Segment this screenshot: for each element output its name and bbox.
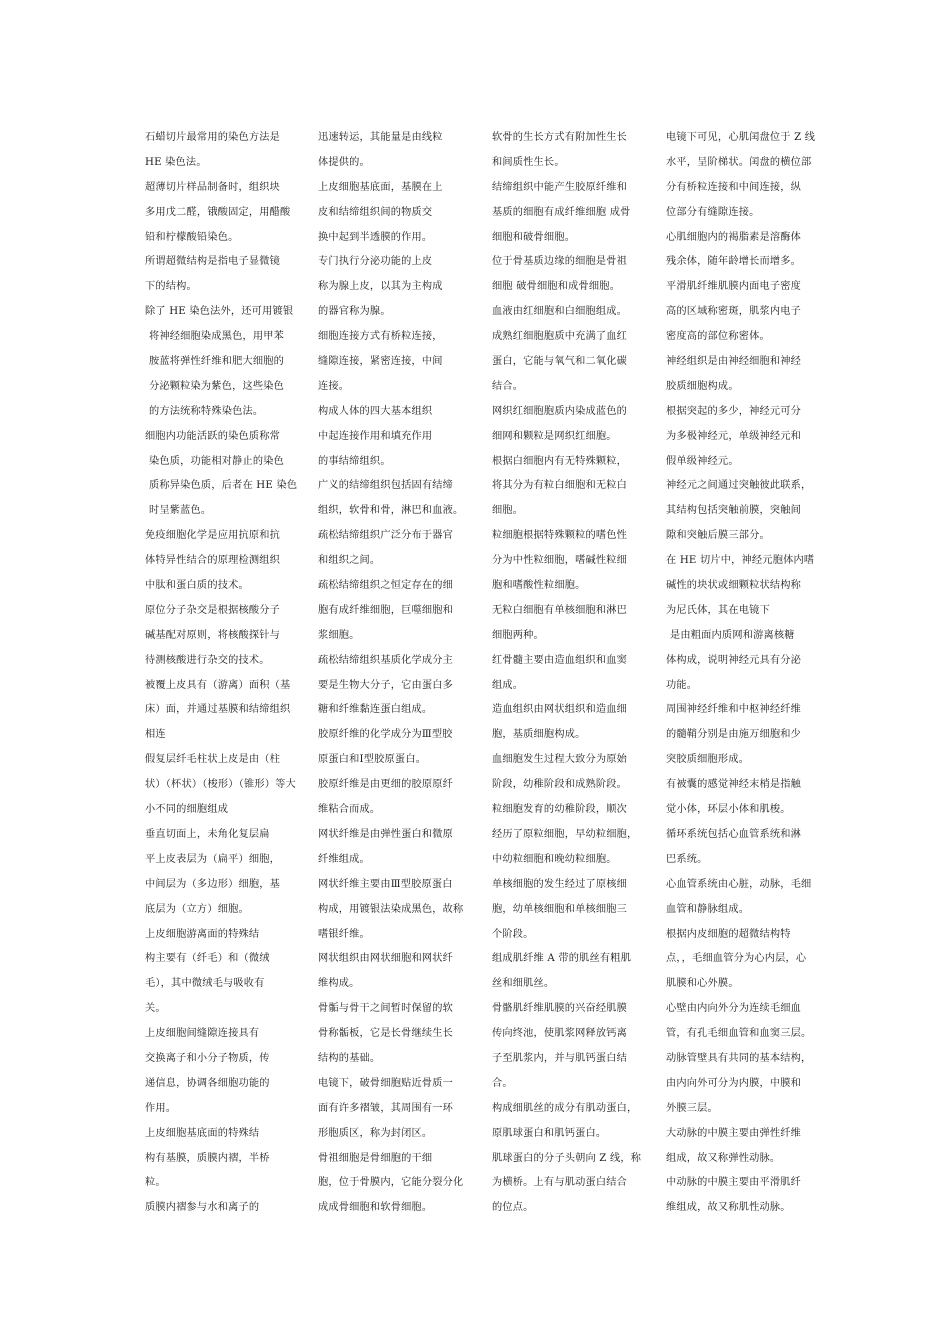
text-line: 神经组织是由神经细胞和神经 <box>666 356 802 368</box>
text-line: 关。 <box>145 1003 166 1015</box>
text-line: 胶质细胞构成。 <box>666 380 739 392</box>
text-line: 下的结构。 <box>145 281 197 293</box>
text-line: 构成人体的四大基本组织 <box>318 405 433 417</box>
text-line: 构主要有（纤毛）和（微绒 <box>145 953 270 965</box>
text-line: 成成骨细胞和软骨细胞。 <box>318 1202 433 1214</box>
text-line: 胺蓝将弹性纤维和肥大细胞的 <box>149 356 285 368</box>
text-line: 网织红细胞胞质内染成蓝色的 <box>492 405 628 417</box>
text-line: 网状纤维主要由Ⅲ型胶原蛋白 <box>318 878 453 890</box>
text-line: 胶原纤维是由更细的胶原原纤 <box>318 779 454 791</box>
text-line: 毛），其中微绒毛与吸收有 <box>145 978 265 990</box>
text-line: 超薄切片样品制备时，组织块 <box>145 181 281 193</box>
text-line: 骨祖细胞是骨细胞的干细 <box>318 1152 433 1164</box>
text-line: 基质的细胞有成纤维细胞 成骨 <box>492 206 631 218</box>
text-line: 循环系统包括心血管系统和淋 <box>666 828 802 840</box>
text-line: 糖和纤维黏连蛋白组成。 <box>318 704 433 716</box>
text-line: 心血管系统由心脏，动脉，毛细 <box>666 878 812 890</box>
text-line: 原位分子杂交是根据核酸分子 <box>145 604 281 616</box>
text-line: 水平，呈阶梯状。闰盘的横位部 <box>666 156 812 168</box>
text-line: 动脉管壁具有共同的基本结构， <box>666 1052 812 1064</box>
text-line: 有被囊的感觉神经末梢是指触 <box>666 779 802 791</box>
text-line: 粒细胞根据特殊颗粒的嗜色性 <box>492 530 628 542</box>
text-line: 为横桥。上有与肌动蛋白结合 <box>492 1177 628 1189</box>
text-line: 专门执行分泌功能的上皮 <box>318 256 433 268</box>
text-line: 中起连接作用和填充作用 <box>318 430 433 442</box>
text-line: 中动脉的中膜主要由平滑肌纤 <box>666 1177 802 1189</box>
text-line: 的器官称为腺。 <box>318 306 391 318</box>
text-line: 造血组织由网状组织和造血细 <box>492 704 628 716</box>
text-line: 合。 <box>492 1077 513 1089</box>
text-line: 所谓超微结构是指电子显微镜 <box>145 256 281 268</box>
text-line: 免疫细胞化学是应用抗原和抗 <box>145 530 281 542</box>
text-line: 体提供的。 <box>318 156 370 168</box>
text-line: 假单级神经元。 <box>666 455 739 467</box>
text-line: 骨骼肌纤维肌膜的兴奋经肌膜 <box>492 1003 628 1015</box>
text-line: 要是生物大分子，它由蛋白多 <box>318 679 454 691</box>
text-line: 时呈紫蓝色。 <box>149 505 212 517</box>
text-line: 肌膜和心外膜。 <box>666 978 739 990</box>
text-column-2 <box>318 126 478 1221</box>
text-line: 位于骨基质边缘的细胞是骨祖 <box>492 256 628 268</box>
text-line: 突胶质细胞形成。 <box>666 754 750 766</box>
text-line: 上皮细胞基底面的特殊结 <box>145 1127 260 1139</box>
text-line: 阶段，幼稚阶段和成熟阶段。 <box>492 779 628 791</box>
text-line: 子至肌浆内，并与肌钙蛋白结 <box>492 1052 628 1064</box>
text-line: 浆细胞。 <box>318 629 360 641</box>
text-line: 垂直切面上，未角化复层扁 <box>145 828 270 840</box>
text-line: 嗜银纤维。 <box>318 928 370 940</box>
text-line: 缝隙连接，紧密连接，中间 <box>318 356 443 368</box>
text-line: 皮和结缔组织间的物质交 <box>318 206 433 218</box>
text-line: 上皮细胞游离面的特殊结 <box>145 928 260 940</box>
text-line: 疏松结缔组织广泛分布于器官 <box>318 530 454 542</box>
text-line: 组织，软骨和骨，淋巴和血液。 <box>318 505 464 517</box>
text-line: 作用。 <box>145 1102 177 1114</box>
text-line: 胞，位于骨膜内，它能分裂分化 <box>318 1177 464 1189</box>
text-line: 的方法统称特殊染色法。 <box>149 405 264 417</box>
text-line: 被覆上皮具有（游离）面积（基 <box>145 679 291 691</box>
text-line: 分有桥粒连接和中间连接，纵 <box>666 181 802 193</box>
text-line: 中幼粒细胞和晚幼粒细胞。 <box>492 853 617 865</box>
text-line: 和间质性生长。 <box>492 156 565 168</box>
text-line: 广义的结缔组织包括固有结缔 <box>318 480 454 492</box>
text-line: 维构成。 <box>318 978 360 990</box>
text-line: 铅和柠檬酸铅染色。 <box>145 231 239 243</box>
text-line: 胶原纤维的化学成分为Ⅲ型胶 <box>318 729 453 741</box>
text-line: 迅速转运，其能量是由线粒 <box>318 132 443 143</box>
text-line: 体构成，说明神经元具有分泌 <box>666 654 802 666</box>
text-line: 维粘合而成。 <box>318 804 381 816</box>
text-line: 中肽和蛋白质的技术。 <box>145 580 249 592</box>
text-line: 面有许多褶皱，其周围有一环 <box>318 1102 454 1114</box>
text-line: 胞，基质细胞构成。 <box>492 729 586 741</box>
text-line: 的位点。 <box>492 1202 534 1214</box>
text-line: 根据内皮细胞的超微结构特 <box>666 928 791 940</box>
text-line: 个阶段。 <box>492 928 534 940</box>
text-line: 组成，故又称弹性动脉。 <box>666 1152 781 1164</box>
text-line: 将神经细胞染成黑色，用甲苯 <box>149 331 285 343</box>
text-line: 假复层纤毛柱状上皮是由（柱 <box>145 754 281 766</box>
text-line: 原蛋白和Ⅰ型胶原蛋白。 <box>318 754 427 766</box>
text-line: 平滑肌纤维肌膜内面电子密度 <box>666 281 802 293</box>
text-line: 细胞内功能活跃的染色质称常 <box>145 430 281 442</box>
text-line: 染色质，功能相对静止的染色 <box>149 455 285 467</box>
text-line: 多用戊二醛，锇酸固定，用醋酸 <box>145 206 291 218</box>
text-line: 经历了原粒细胞，早幼粒细胞， <box>492 828 638 840</box>
text-line: 外膜三层。 <box>666 1102 718 1114</box>
text-line: 网状组织由网状细胞和网状纤 <box>318 953 454 965</box>
text-line: 骨骺与骨干之间暂时保留的软 <box>318 1003 454 1015</box>
text-line: 原肌球蛋白和肌钙蛋白。 <box>492 1127 607 1139</box>
text-line: 单核细胞的发生经过了原核细 <box>492 878 628 890</box>
text-line: 构成细肌丝的成分有肌动蛋白， <box>492 1102 638 1114</box>
text-line: 上皮细胞基底面，基膜在上 <box>318 181 443 193</box>
text-line: 质膜内褶参与水和离子的 <box>145 1202 260 1214</box>
text-line: 肌球蛋白的分子头朝向 Z 线，称 <box>492 1152 642 1164</box>
text-line: 的髓鞘分别是由施万细胞和少 <box>666 729 802 741</box>
text-line: 将其分为有粒白细胞和无粒白 <box>492 480 628 492</box>
text-line: 根据白细胞内有无特殊颗粒， <box>492 455 628 467</box>
text-line: 粒细胞发育的幼稚阶段，顺次 <box>492 804 628 816</box>
text-line: 管，有孔毛细血管和血窦三层。 <box>666 1028 812 1040</box>
text-line: 网状纤维是由弹性蛋白和微原 <box>318 828 454 840</box>
text-line: 形胞质区，称为封闭区。 <box>318 1127 433 1139</box>
text-line: 电镜下，破骨细胞贴近骨质一 <box>318 1077 454 1089</box>
text-line: 纤维组成。 <box>318 853 370 865</box>
text-line: 成熟红细胞胞质中充满了血红 <box>492 331 628 343</box>
text-line: 结构的基础。 <box>318 1052 381 1064</box>
text-line: 血细胞发生过程大致分为原始 <box>492 754 628 766</box>
text-line: 周围神经纤维和中枢神经纤维 <box>666 704 802 716</box>
text-line: 胞有成纤维细胞，巨噬细胞和 <box>318 604 454 616</box>
text-line: 上皮细胞间缝隙连接具有 <box>145 1028 260 1040</box>
text-column-4 <box>666 126 826 1221</box>
text-line: 神经元之间通过突触彼此联系， <box>666 480 812 492</box>
text-line: 由内向外可分为内膜，中膜和 <box>666 1077 802 1089</box>
text-line: 点，，毛细血管分为心内层，心 <box>666 953 807 965</box>
text-line: 残余体，随年龄增长而增多。 <box>666 256 802 268</box>
text-line: 密度高的部位称密体。 <box>666 331 770 343</box>
text-line: 组成肌纤维 A 带的肌丝有粗肌 <box>492 953 632 965</box>
text-line: 换中起到半透膜的作用。 <box>318 231 433 243</box>
text-line: 分为中性粒细胞，嗜碱性粒细 <box>492 555 628 567</box>
text-line: 石蜡切片最常用的染色方法是 <box>145 132 281 143</box>
text-line: 位部分有缝隙连接。 <box>666 206 760 218</box>
text-line: 中间层为（多边形）细胞，基 <box>145 878 281 890</box>
text-line: 心壁由内向外分为连续毛细血 <box>666 1003 802 1015</box>
text-line: 和组织之间。 <box>318 555 381 567</box>
text-line: 组成。 <box>492 679 524 691</box>
text-line: 丝和细肌丝。 <box>492 978 555 990</box>
text-line: 骨称骺板，它是长骨继续生长 <box>318 1028 454 1040</box>
text-line: 细胞 破骨细胞和成骨细胞。 <box>492 281 621 293</box>
text-line: 胞，幼单核细胞和单核细胞三 <box>492 903 628 915</box>
text-line: HE 染色法。 <box>145 156 207 168</box>
text-line: 交换离子和小分子物质，传 <box>145 1052 270 1064</box>
text-line: 的事结缔组织。 <box>318 455 391 467</box>
text-line: 递信息，协调各细胞功能的 <box>145 1077 270 1089</box>
text-line: 胞和嗜酸性粒细胞。 <box>492 580 586 592</box>
text-line: 碱性的块状或细颗粒状结构称 <box>666 580 802 592</box>
text-line: 细胞和破骨细胞。 <box>492 231 576 243</box>
text-line: 底层为（立方）细胞。 <box>145 903 249 915</box>
text-line: 为多极神经元，单级神经元和 <box>666 430 802 442</box>
text-line: 分泌颗粒染为紫色，这些染色 <box>149 380 285 392</box>
text-line: 红骨髓主要由造血组织和血窦 <box>492 654 628 666</box>
text-line: 结缔组织中能产生胶原纤维和 <box>492 181 628 193</box>
text-line: 构成，用镀银法染成黑色，故称 <box>318 903 464 915</box>
text-line: 疏松结缔组织之恒定存在的细 <box>318 580 454 592</box>
text-line: 相连 <box>145 729 166 741</box>
text-line: 是由粗面内质网和游离核糖 <box>670 629 795 641</box>
text-line: 碱基配对原则，将核酸探针与 <box>145 629 281 641</box>
text-line: 待测核酸进行杂交的技术。 <box>145 654 270 666</box>
text-line: 构有基膜，质膜内褶，半桥 <box>145 1152 270 1164</box>
text-line: 除了 HE 染色法外，还可用镀银 <box>145 306 294 318</box>
text-line: 血液由红细胞和白细胞组成。 <box>492 306 628 318</box>
text-line: 在 HE 切片中，神经元胞体内嗜 <box>666 555 815 567</box>
text-line: 觉小体，环层小体和肌梭。 <box>666 804 791 816</box>
text-line: 疏松结缔组织基质化学成分主 <box>318 654 454 666</box>
text-line: 血管和静脉组成。 <box>666 903 750 915</box>
text-line: 细胞连接方式有桥粒连接， <box>318 331 443 343</box>
text-line: 电镜下可见，心肌闰盘位于 Z 线 <box>666 132 816 143</box>
text-line: 为尼氏体，其在电镜下 <box>666 604 770 616</box>
text-line: 大动脉的中膜主要由弹性纤维 <box>666 1127 802 1139</box>
text-line: 粒。 <box>145 1177 166 1189</box>
text-line: 体特异性结合的原理检测组织 <box>145 555 281 567</box>
text-line: 质称异染色质，后者在 HE 染色 <box>149 480 298 492</box>
text-line: 根据突起的多少，神经元可分 <box>666 405 802 417</box>
text-line: 巴系统。 <box>666 853 708 865</box>
text-line: 心肌细胞内的褐脂素是溶酶体 <box>666 231 802 243</box>
text-line: 维组成，故又称肌性动脉。 <box>666 1202 791 1214</box>
text-line: 细网和颗粒是网织红细胞。 <box>492 430 617 442</box>
text-column-1 <box>145 126 305 1221</box>
text-line: 结合。 <box>492 380 524 392</box>
text-line: 状）（杯状）（梭形）（锥形）等大 <box>145 779 296 791</box>
text-line: 细胞两种。 <box>492 629 544 641</box>
text-line: 高的区域称密斑，肌浆内电子 <box>666 306 802 318</box>
text-line: 称为腺上皮，以其为主构成 <box>318 281 443 293</box>
text-line: 蛋白，它能与氧气和二氧化碳 <box>492 356 628 368</box>
text-line: 隙和突触后膜三部分。 <box>666 530 770 542</box>
text-line: 细胞。 <box>492 505 524 517</box>
text-line: 软骨的生长方式有附加性生长 <box>492 132 628 143</box>
text-line: 无粒白细胞有单核细胞和淋巴 <box>492 604 628 616</box>
text-line: 传向终池，使肌浆网释放钙离 <box>492 1028 628 1040</box>
text-line: 其结构包括突触前膜，突触间 <box>666 505 802 517</box>
text-line: 连接。 <box>318 380 350 392</box>
text-column-3 <box>492 126 652 1221</box>
text-line: 小不同的细胞组成 <box>145 804 229 816</box>
text-line: 功能。 <box>666 679 698 691</box>
text-line: 平上皮表层为（扁平）细胞， <box>145 853 281 865</box>
text-line: 床）面，并通过基膜和结缔组织 <box>145 704 291 716</box>
